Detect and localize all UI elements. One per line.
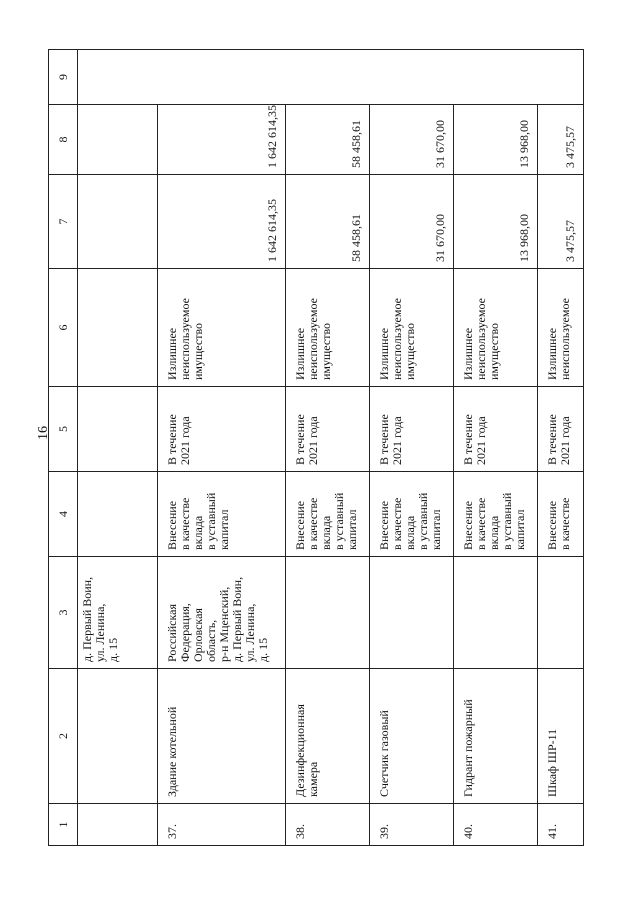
table-row-41 (538, 50, 584, 846)
table-row-38 (286, 50, 370, 846)
header-cell-4: 4 (49, 472, 78, 557)
transfer-reason: Излишнее неиспользуемое имущество (370, 269, 454, 387)
transfer-method: Внесение в качестве (538, 472, 584, 557)
header-row (49, 50, 78, 846)
item-name: Шкаф ШР-11 (538, 669, 584, 804)
cell-num (78, 804, 158, 846)
row-number: 37. (158, 804, 286, 846)
value-col8: 3 475,57 (538, 105, 584, 175)
cell-method (78, 472, 158, 557)
item-name: Счетчик газовый (370, 669, 454, 804)
cell-address: д. Первый Воин, ул. Ленина, д. 15 (78, 557, 158, 669)
row-number: 39. (370, 804, 454, 846)
transfer-reason: Излишнее неиспользуемое имущество (158, 269, 286, 387)
value-col7: 58 458,61 (286, 175, 370, 269)
header-cell-3: 3 (49, 557, 78, 669)
page-number: 16 (36, 426, 51, 440)
transfer-period: В течение 2021 года (538, 387, 584, 472)
row-number: 40. (454, 804, 538, 846)
transfer-method: Внесение в качестве вклада в уставный капитал (454, 472, 538, 557)
cell-value7 (78, 175, 158, 269)
table-row-39 (370, 50, 454, 846)
item-address (454, 557, 538, 669)
value-col8: 13 968,00 (454, 105, 538, 175)
row-number: 38. (286, 804, 370, 846)
item-name: Дезинфекционная камера (286, 669, 370, 804)
header-cell-8: 8 (49, 105, 78, 175)
cell-col9 (78, 50, 584, 105)
transfer-method: Внесение в качестве вклада в уставный капитал (158, 472, 286, 557)
value-col7: 13 968,00 (454, 175, 538, 269)
transfer-method: Внесение в качестве вклада в уставный капитал (370, 472, 454, 557)
row-number: 41. (538, 804, 584, 846)
value-col7: 3 475,57 (538, 175, 584, 269)
cell-value8 (78, 105, 158, 175)
table-row-37 (158, 50, 286, 846)
transfer-method: Внесение в качестве вклада в уставный капитал (286, 472, 370, 557)
continuation-row (78, 50, 158, 846)
table-row-40 (454, 50, 538, 846)
transfer-period: В течение 2021 года (370, 387, 454, 472)
transfer-period: В течение 2021 года (158, 387, 286, 472)
rotated-table-container (48, 50, 575, 846)
item-address (538, 557, 584, 669)
header-cell-2: 2 (49, 669, 78, 804)
header-cell-7: 7 (49, 175, 78, 269)
transfer-period: В течение 2021 года (454, 387, 538, 472)
transfer-reason: Излишнее неиспользуемое (538, 269, 584, 387)
header-cell-1: 1 (49, 804, 78, 846)
transfer-reason: Излишнее неиспользуемое имущество (454, 269, 538, 387)
value-col7: 1 642 614,35 (158, 175, 286, 269)
item-address (286, 557, 370, 669)
cell-name (78, 669, 158, 804)
property-table (48, 49, 584, 846)
transfer-period: В течение 2021 года (286, 387, 370, 472)
value-col8: 31 670,00 (370, 105, 454, 175)
header-cell-9: 9 (49, 50, 78, 105)
cell-period (78, 387, 158, 472)
cell-reason (78, 269, 158, 387)
value-col8: 1 642 614,35 (158, 105, 286, 175)
item-name: Гидрант пожарный (454, 669, 538, 804)
item-address (370, 557, 454, 669)
header-cell-6: 6 (49, 269, 78, 387)
value-col7: 31 670,00 (370, 175, 454, 269)
header-cell-5: 5 (49, 387, 78, 472)
value-col8: 58 458,61 (286, 105, 370, 175)
item-address: Российская Федерация, Орловская область, р-н Мценский, д. Первый Воин, ул. Ленина, д. 15 (158, 557, 286, 669)
item-name: Здание котельной (158, 669, 286, 804)
transfer-reason: Излишнее неиспользуемое имущество (286, 269, 370, 387)
